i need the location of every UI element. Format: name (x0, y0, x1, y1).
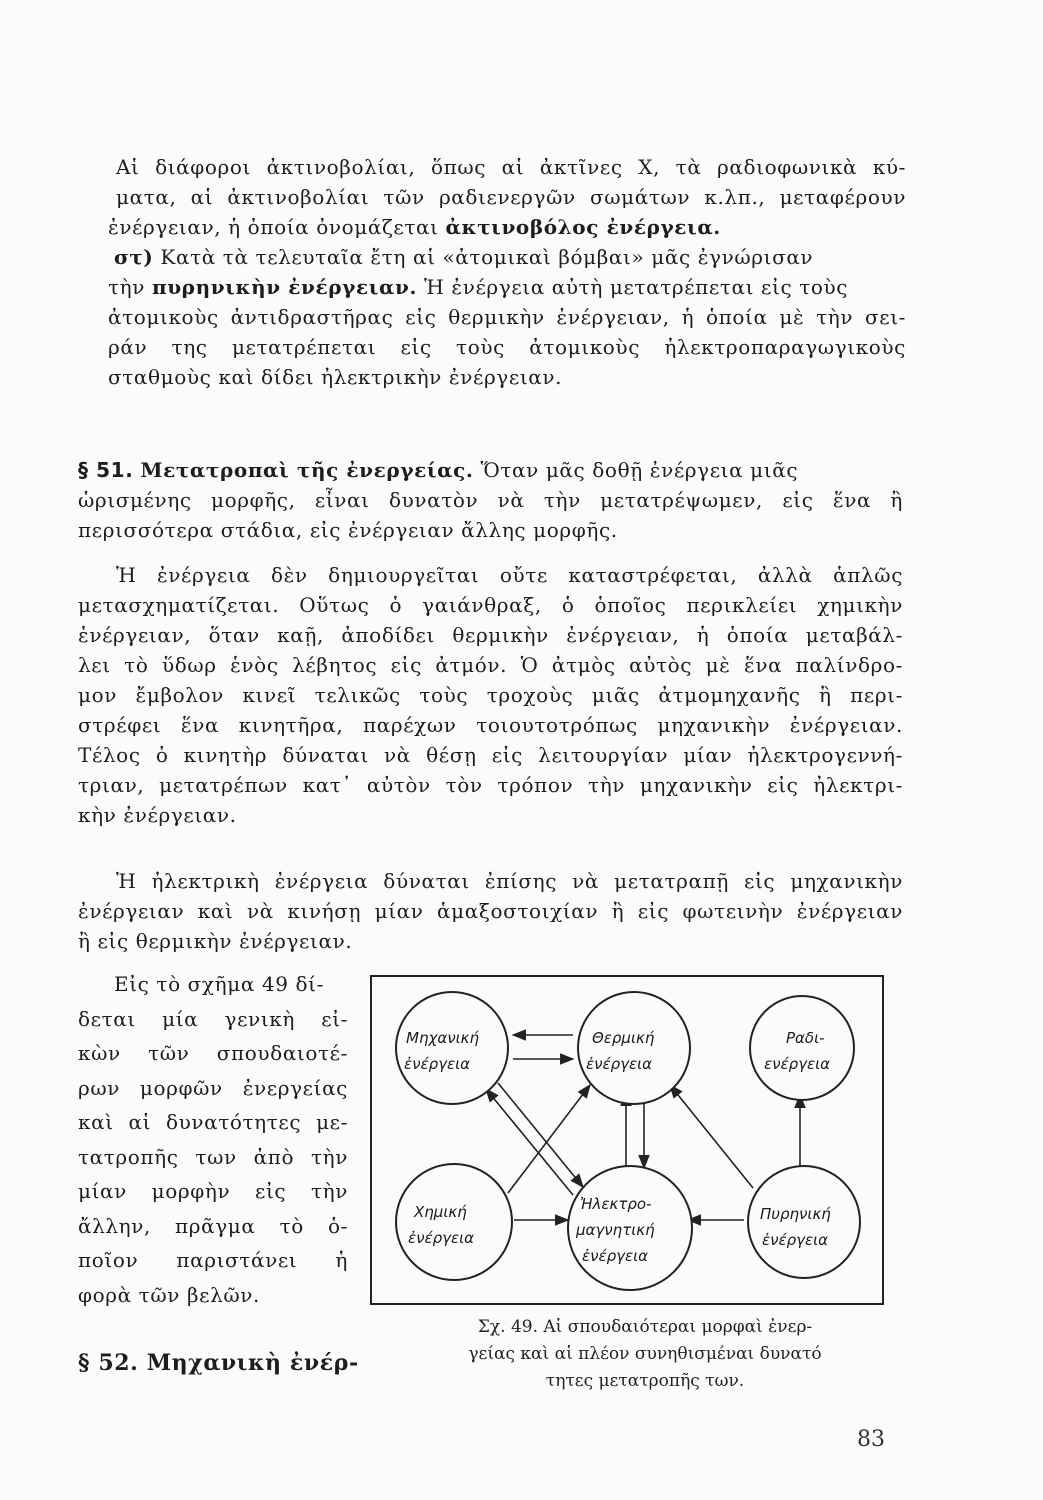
text-line: κὼν τῶν σπουδαιοτέ- (78, 1041, 348, 1065)
text-line: δεται μία γενικὴ εἰ- (78, 1006, 348, 1031)
label-electromagnetic-2: μαγνητική (576, 1221, 655, 1239)
text-line: ματα, αἱ ἀκτινοβολίαι τῶν ραδιενεργῶν σωμάτων κ.λπ., μεταφέρουν (116, 185, 906, 209)
text-line: σταθμοὺς καὶ δίδει ἠλεκτρικὴν ἐνέργειαν. (108, 365, 563, 389)
section-number: § 51. (78, 458, 134, 482)
text-line: Τέλος ὁ κινητὴρ δύναται νὰ θέσῃ εἰς λειτουργίαν μίαν ἠλεκτρογεννή- (78, 743, 903, 767)
text-fragment: Ἡ ἐνέργεια αὐτὴ μετατρέπεται εἰς τοὺς (417, 275, 849, 299)
text-line: Ἡ ἐνέργεια δὲν δημιουργεῖται οὔτε καταστρέφεται, ἀλλὰ ἁπλῶς (116, 563, 903, 587)
label-nuclear-2: ἐνέργεια (762, 1231, 829, 1249)
caption-line: Σχ. 49. Αἱ σπουδαιότεραι μορφαὶ ἐνερ- (477, 1317, 813, 1337)
text-line: ἄλλην, πρᾶγμα τὸ ὁ- (78, 1213, 348, 1238)
text-line: ρων μορφῶν ἐνεργείας (78, 1075, 348, 1100)
text-line: ποῖον παριστάνει ἡ (78, 1248, 348, 1272)
intro-paragraph (108, 152, 906, 392)
arrow-nuclear-to-therm (670, 1085, 753, 1188)
section-title: Μετατροπαὶ τῆς ἐνεργείας. (140, 458, 474, 482)
label-thermal-1: Θερμική (592, 1029, 655, 1047)
text-line: μον ἔμβολον κινεῖ τελικῶς τοὺς τροχοὺς μιᾶς ἀτμομηχανῆς ἢ περι- (78, 683, 903, 707)
page-number: 83 (857, 1427, 885, 1452)
text-line: καὶ αἱ δυνατότητες με- (78, 1110, 348, 1134)
text-line: ἐνέργειαν, ὅταν καῇ, ἀποδίδει θερμικὴν ἐνέργειαν, ἡ ὁποία μεταβάλ- (78, 623, 903, 647)
arrow-mech-to-elec (498, 1083, 583, 1187)
section-51-paragraph (78, 455, 903, 545)
text-line: ράν της μετατρέπεται εἰς τοὺς ἀτομικοὺς ἠλεκτροπαραγωγικοὺς (108, 335, 906, 359)
text-line (108, 272, 906, 302)
energy-conservation-paragraph (78, 560, 903, 830)
bold-term-nuclear: πυρηνικὴν ἐνέργειαν. (151, 275, 418, 299)
caption-line: γείας καὶ αἱ πλέον συνηθισμέναι δυνατό (468, 1344, 822, 1364)
text-line: τατροπῆς των ἀπὸ τὴν (78, 1144, 348, 1169)
arrow-elec-to-mech (486, 1089, 573, 1195)
text-fragment: Κατὰ τὰ τελευταῖα ἔτη αἱ «ἀτομικαὶ βόμβαι» μᾶς ἐγνώρισαν (153, 245, 814, 269)
label-radiant-1: Ραδι- (786, 1029, 825, 1047)
caption-line: τητες μετατροπῆς των. (545, 1371, 745, 1391)
text-line: ἢ εἰς θερμικὴν ἐνέργειαν. (78, 929, 353, 953)
text-line: Αἱ διάφοροι ἀκτινοβολίαι, ὅπως αἱ ἀκτῖνες Χ, τὰ ραδιοφωνικὰ κύ- (116, 155, 906, 179)
node-chemical (396, 1164, 512, 1280)
text-fragment: Ὅταν μᾶς δοθῇ ἐνέργεια μιᾶς (473, 458, 799, 482)
text-line: μετασχηματίζεται. Οὕτως ὁ γαιάνθραξ, ὁ ὁποῖος περικλείει χημικὴν (78, 593, 903, 617)
text-line: περισσότερα στάδια, εἰς ἐνέργειαν ἄλλης μορφῆς. (78, 518, 618, 542)
text-line: κὴν ἐνέργειαν. (78, 803, 237, 827)
subsection-marker: στ) (114, 245, 154, 269)
text-line: στρέφει ἕνα κινητῆρα, παρέχων τοιουτοτρόπως μηχανικὴν ἐνέργειαν. (78, 713, 903, 737)
label-electromagnetic-3: ἐνέργεια (582, 1247, 649, 1265)
text-line (114, 242, 906, 272)
label-nuclear-1: Πυρηνική (760, 1205, 831, 1223)
text-fragment: τὴν (108, 275, 152, 299)
text-fragment: ἐνέργειαν, ἡ ὁποία ὀνομάζεται (108, 215, 446, 239)
label-electromagnetic-1: Ἠλεκτρο- (580, 1195, 652, 1213)
text-line: ὡρισμένης μορφῆς, εἶναι δυνατὸν νὰ τὴν μετατρέψωμεν, εἰς ἕνα ἢ (78, 488, 903, 512)
section-52-heading: § 52. Μηχανικὴ ἐνέρ- (78, 1350, 359, 1376)
label-thermal-2: ἐνέργεια (586, 1055, 653, 1073)
text-line: Εἰς τὸ σχῆμα 49 δί- (114, 972, 324, 996)
text-line: ἐνέργειαν καὶ νὰ κινήσῃ μίαν ἁμαξοστοιχίαν ἢ εἰς φωτεινὴν ἐνέργειαν (78, 899, 903, 923)
label-mechanical-2: ἐνέργεια (404, 1055, 471, 1073)
text-line: ἀτομικοὺς ἀντιδραστῆρας εἰς θερμικὴν ἐνέργειαν, ἡ ὁποία μὲ τὴν σει- (108, 305, 906, 329)
text-line: φορὰ τῶν βελῶν. (78, 1282, 260, 1307)
label-chemical-1: Χημική (414, 1203, 467, 1221)
text-line: μίαν μορφὴν εἰς τὴν (78, 1179, 348, 1203)
label-mechanical-1: Μηχανική (406, 1029, 480, 1047)
energy-conversion-diagram (368, 973, 888, 1308)
bold-term-radiant: ἀκτινοβόλος ἐνέργεια. (445, 215, 721, 239)
section-heading-line (78, 455, 903, 485)
node-thermal (578, 992, 690, 1104)
electric-energy-paragraph (78, 866, 903, 956)
text-line: Ἡ ἠλεκτρικὴ ἐνέργεια δύναται ἐπίσης νὰ μετατραπῇ εἰς μηχανικὴν (116, 869, 903, 893)
text-line (108, 212, 906, 242)
figure-side-text (78, 967, 348, 1312)
text-line: τριαν, μετατρέπων κατ᾽ αὐτὸν τὸν τρόπον τὴν μηχανικὴν εἰς ἠλεκτρι- (78, 773, 903, 797)
figure-caption (395, 1314, 895, 1395)
label-chemical-2: ἐνέργεια (408, 1229, 475, 1247)
arrow-chem-to-therm (508, 1085, 590, 1193)
node-radiant (750, 996, 854, 1100)
label-radiant-2: ενέργεια (764, 1055, 831, 1073)
node-mechanical (396, 992, 508, 1104)
text-line: λει τὸ ὕδωρ ἑνὸς λέβητος εἰς ἀτμόν. Ὁ ἀτμὸς αὐτὸς μὲ ἕνα παλίνδρο- (78, 653, 903, 677)
